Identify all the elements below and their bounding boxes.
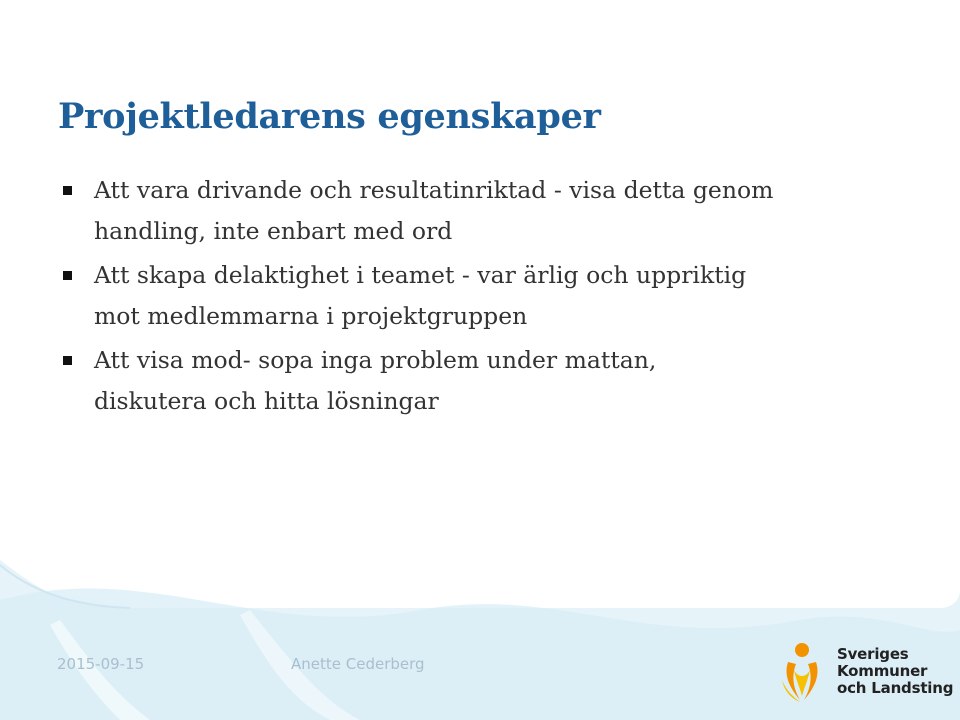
bullet-text-line: handling, inte enbart med ord — [94, 217, 453, 245]
bullet-text-line: Att vara drivande och resultatinriktad - visa detta genom — [94, 176, 774, 204]
bullet-item — [58, 340, 918, 422]
square-bullet-icon — [63, 186, 72, 195]
bullet-text-line: diskutera och hitta lösningar — [94, 387, 439, 415]
organization-logo — [780, 640, 954, 704]
square-bullet-icon — [63, 356, 72, 365]
bullet-text-line: mot medlemmarna i projektgruppen — [94, 302, 528, 330]
logo-wordmark — [837, 646, 953, 697]
skl-flame-logo-icon — [780, 640, 824, 704]
square-bullet-icon — [63, 271, 72, 280]
logo-line: och Landsting — [837, 679, 954, 697]
bullet-item — [58, 255, 918, 337]
logo-line: Kommuner — [837, 662, 928, 680]
footer-author: Anette Cederberg — [291, 655, 425, 673]
logo-line: Sveriges — [837, 645, 909, 663]
footer-date: 2015-09-15 — [57, 655, 145, 673]
slide-title: Projektledarens egenskaper — [58, 96, 601, 137]
bullet-text-line: Att skapa delaktighet i teamet - var ärlig och uppriktig — [94, 261, 747, 289]
bullet-text-line: Att visa mod- sopa inga problem under mattan, — [94, 346, 657, 374]
bullet-item — [58, 170, 918, 252]
bullet-list — [58, 170, 918, 425]
